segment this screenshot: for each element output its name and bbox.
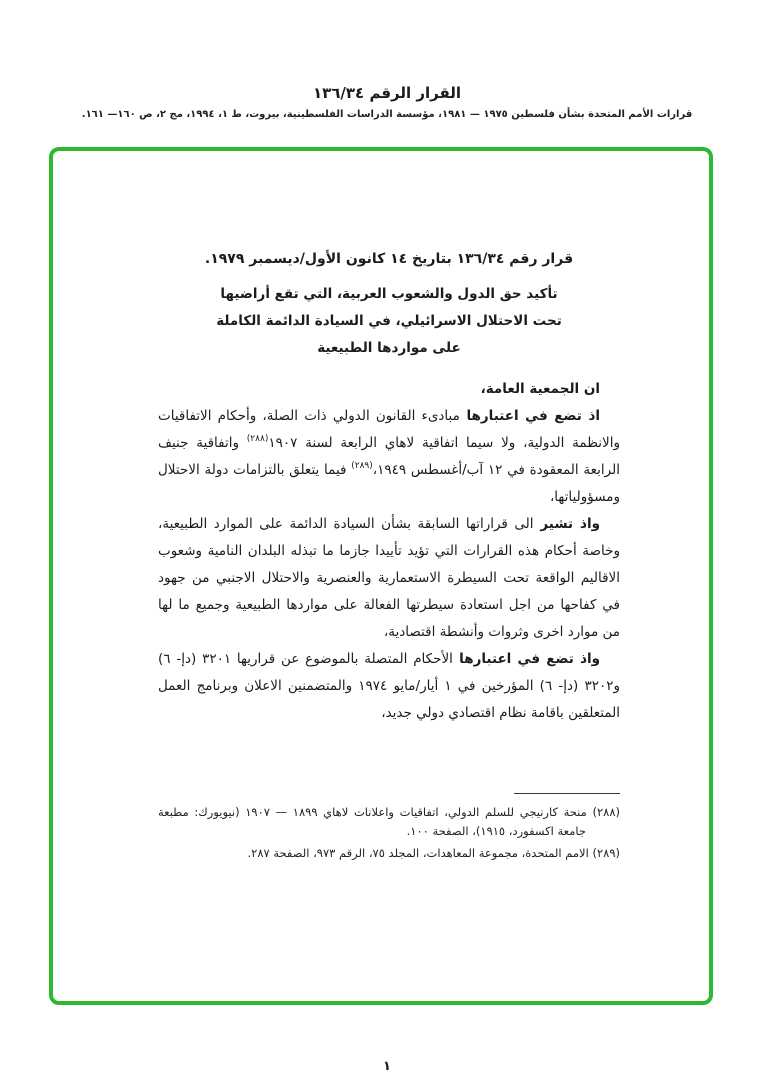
paragraph-2-lead: واذ تشير: [533, 516, 600, 532]
page-number: ١: [383, 1059, 391, 1074]
resolution-content: [158, 246, 620, 727]
paragraph-1-text-2: واتفاقية جنيف الرابعة المعقودة في ١٢ آب/أغسطس ١٩٤٩،: [158, 435, 620, 478]
paragraph-2-text: الى قراراتها السابقة بشأن السيادة الدائمة على الموارد الطبيعية، وخاصة أحكام هذه القرارات التي تؤيد تأييدا جازما ما تبذله البلدان النامية وشعوب الاقاليم الواقعة تحت السيطرة الاستعمارية والعنصرية والاحتلال الاجنبي من جهود في كفاحها من اجل استعادة سيطرتها الفعالة على مواردها الطبيعية وجميع ما لها من موارد اخرى وثروات وأنشطة اقتصادية،: [158, 516, 620, 640]
footnote-ref-288: (٢٨٨): [246, 434, 269, 444]
paragraph-1-lead: اذ تضع في اعتبارها: [459, 408, 600, 424]
footnote-289-text: الامم المتحدة، مجموعة المعاهدات، المجلد ٧٥، الرقم ٩٧٣، الصفحة ٢٨٧.: [247, 846, 593, 860]
opening-line: ان الجمعية العامة،: [480, 381, 600, 397]
footnote-288: [158, 803, 620, 841]
footnote-separator: [514, 793, 620, 794]
subtitle-line-3: على مواردها الطبيعية: [317, 340, 461, 356]
footnote-ref-289: (٢٨٩): [351, 461, 373, 471]
paragraph-1-text: مبادىء القانون الدولي ذات الصلة، وأحكام الاتفاقيات والانظمة الدولية، ولا سيما اتفاقية لاهاي الرابعة لسنة ١٩٠٧: [158, 408, 620, 451]
paragraph-3-text: الأحكام المتصلة بالموضوع عن قراريها ٣٢٠١ (دإ- ٦) و٣٢٠٢ (دإ- ٦) المؤرخين في ١ أيار/مايو ١٩٧٤ والمتضمنين الاعلان وبرنامج العمل المتعلقين باقامة نظام اقتصادي دولي جديد،: [158, 651, 620, 721]
header-title: القرار الرقم ١٣٦/٣٤: [312, 84, 462, 102]
paragraph-1: [158, 403, 620, 511]
footnote-289: [158, 844, 620, 863]
paragraph-3-lead: واذ تضع في اعتبارها: [452, 651, 601, 667]
footnote-288-marker: (٢٨٨): [592, 805, 620, 819]
page-header: [0, 84, 774, 120]
subtitle-line-2: تحت الاحتلال الاسرائيلي، في السيادة الدائمة الكاملة: [216, 313, 562, 329]
paragraph-3: [158, 646, 620, 727]
subtitle-line-1: تأكيد حق الدول والشعوب العربية، التي تقع أراضيها: [220, 286, 558, 302]
paragraph-2: [158, 511, 620, 646]
paragraph-1-text-3: فيما يتعلق بالتزامات دولة الاحتلال ومسؤولياتها،: [158, 462, 620, 505]
resolution-title: قرار رقم ١٣٦/٣٤ بتاريخ ١٤ كانون الأول/ديسمبر ١٩٧٩.: [204, 251, 574, 267]
footnotes-section: [158, 793, 620, 866]
footnote-289-marker: (٢٨٩): [592, 846, 620, 860]
footnote-288-text: منحة كارنيجي للسلم الدولي، اتفاقيات واعلانات لاهاي ١٨٩٩ — ١٩٠٧ (نيويورك: مطبعة جامعة اكسفورد، ١٩١٥)، الصفحة ١٠٠.: [158, 805, 593, 838]
resolution-subtitle: [158, 281, 620, 362]
header-citation: قرارات الأمم المتحدة بشأن فلسطين ١٩٧٥ — ١٩٨١، مؤسسة الدراسات الفلسطينية، بيروت، ط ١، ١٩٩٤، مج ٢، ص ١٦٠— ١٦١.: [81, 109, 693, 120]
